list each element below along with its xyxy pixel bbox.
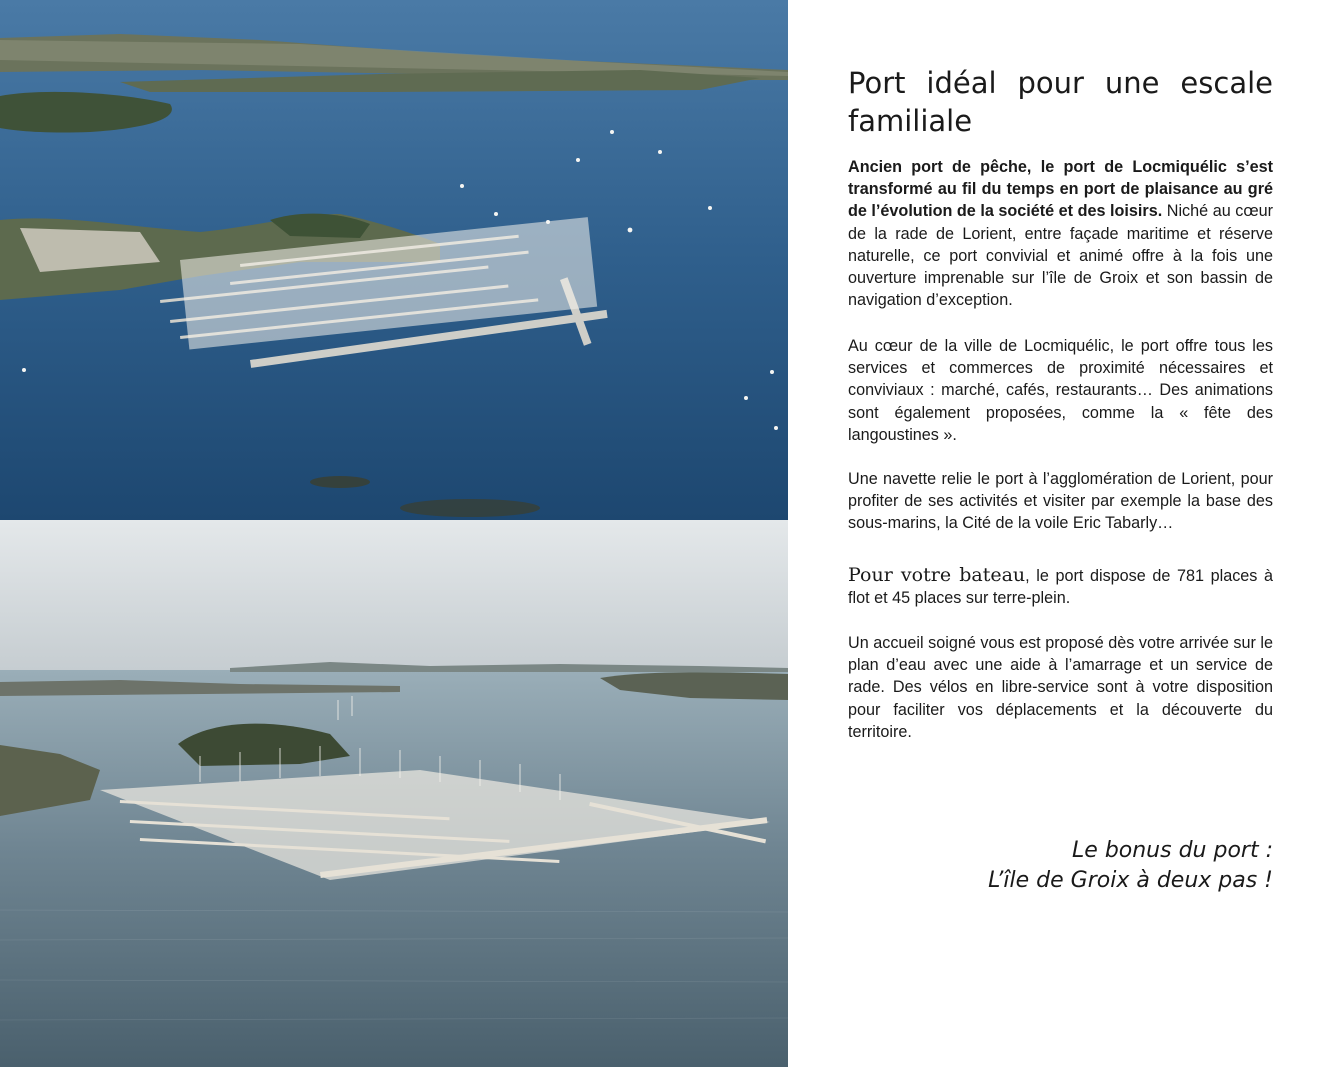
- marina-aerial-photo-top-image: [0, 0, 788, 520]
- intro-lead-text: Ancien port de pêche, le port de Locmiquélic s’est transformé au fil du temps en port de plaisance au gré de l’évolution de la société et des loisirs.: [848, 158, 1273, 221]
- intro-body-text: Niché au cœur de la rade de Lorient, entre façade maritime et réserve naturelle, ce port convivial et animé offre à la fois une ouverture imprenable sur l’île de Groix et son bassin de navigation d’exception.: [848, 202, 1273, 310]
- berths-lead-text: Pour votre bateau: [848, 564, 1026, 586]
- page-title: Port idéal pour une escale familiale: [848, 66, 1273, 138]
- shuttle-paragraph: Une navette relie le port à l’agglomération de Lorient, pour profiter de ses activités et visiter par exemple la base des sous-marins, la Cité de la voile Eric Tabarly…: [848, 470, 1273, 533]
- welcome-paragraph: Un accueil soigné vous est proposé dès votre arrivée sur le plan d’eau avec une aide à l’amarrage et un service de rade. Des vélos en libre-service sont à votre disposition pour faciliter vos déplacements et la découverte du territoire.: [848, 634, 1273, 741]
- berths-paragraph: [848, 564, 1273, 609]
- services-paragraph: Au cœur de la ville de Locmiquélic, le port offre tous les services et commerces de proximité nécessaires et conviviaux : marché, cafés, restaurants… Des animations sont également proposées, comme la « fête des langoustines ».: [848, 337, 1273, 444]
- berths-body-text: , le port dispose de 781 places à flot et 45 places sur terre-plein.: [848, 567, 1274, 608]
- bonus-line-2: L’île de Groix à deux pas !: [988, 868, 1273, 893]
- marina-aerial-photo-bottom-image: [0, 520, 788, 1067]
- marina-aerial-photo-top: [0, 0, 788, 520]
- bonus-line-1: Le bonus du port :: [1072, 838, 1273, 863]
- intro-paragraph: [848, 156, 1273, 311]
- port-bonus-callout: [848, 836, 1273, 896]
- marina-aerial-photo-bottom: [0, 520, 788, 1067]
